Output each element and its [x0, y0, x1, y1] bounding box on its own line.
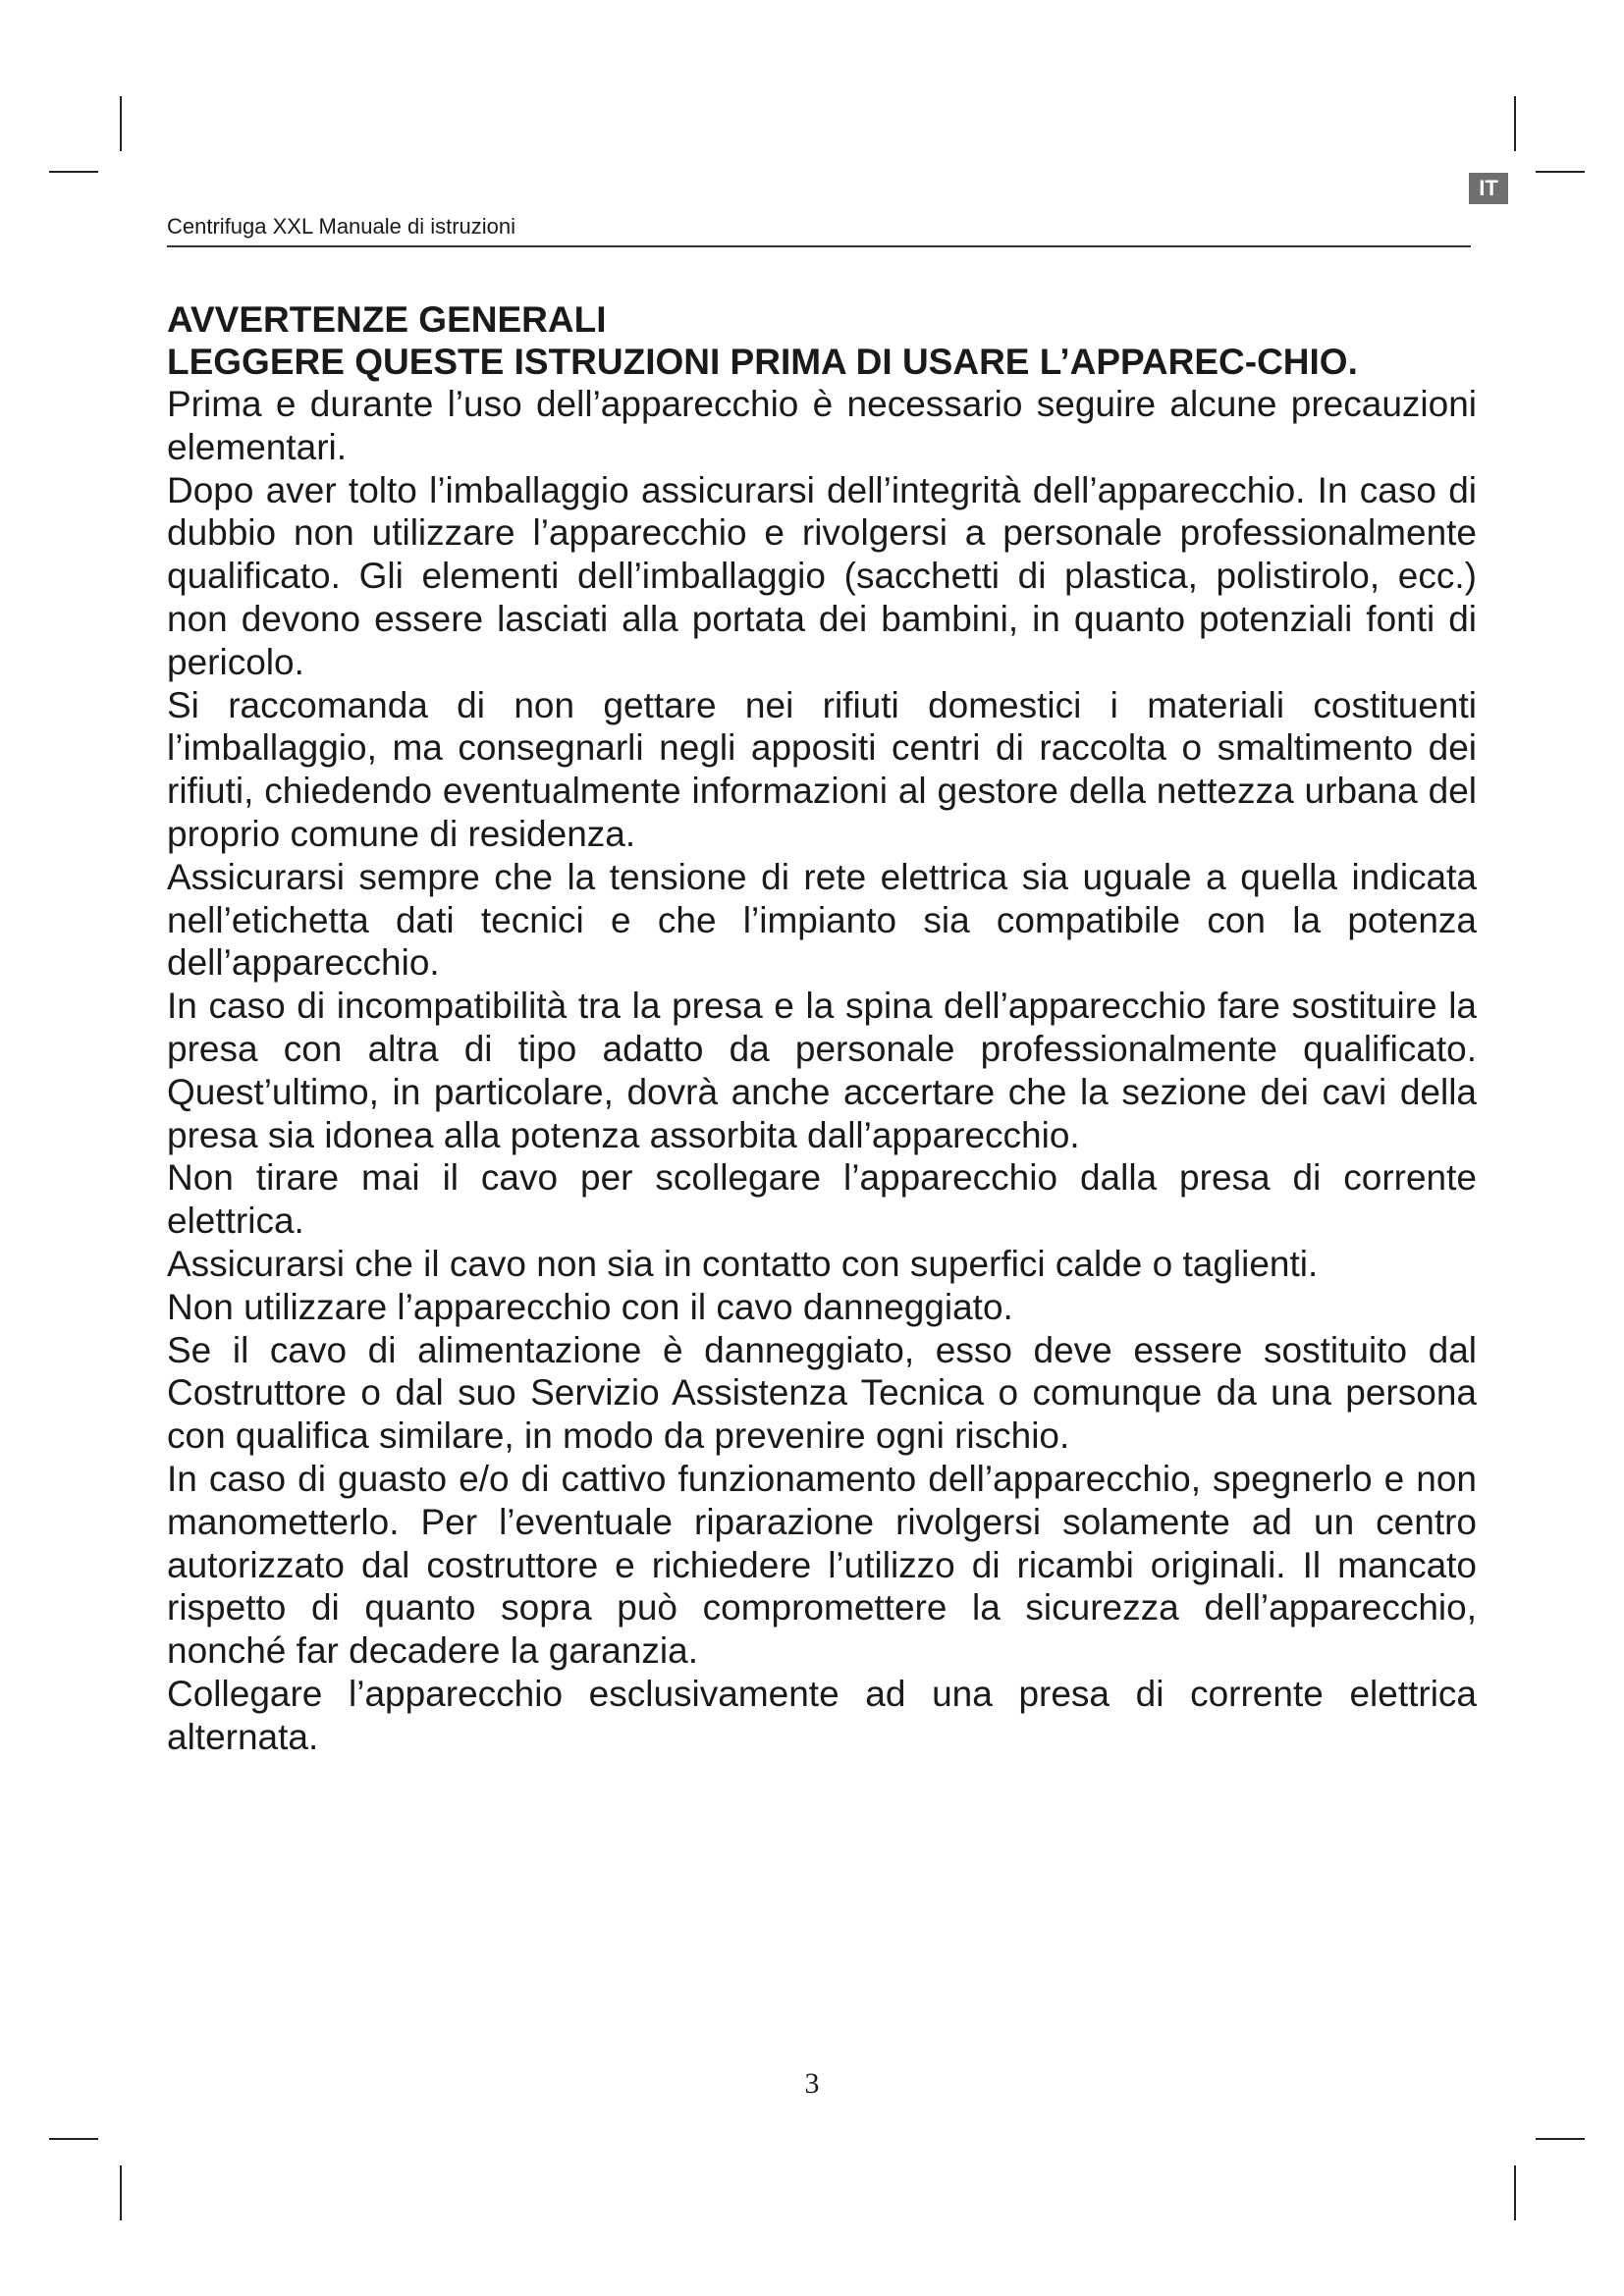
- language-badge: IT: [1469, 173, 1508, 204]
- crop-mark-bottom-left-vertical: [120, 2165, 122, 2220]
- paragraph-packaging-disposal: Si raccomanda di non gettare nei rifiuti domestici i materiali costituenti l’imballaggio, ma consegnarli negli appositi centri di raccolta o smaltimento dei rifiuti, chiedendo eventualmente informazioni al gestore della nettezza urbana del proprio comune di residenza.: [167, 684, 1477, 854]
- crop-mark-top-left-horizontal: [49, 171, 98, 173]
- paragraph-voltage: Assicurarsi sempre che la tensione di rete elettrica sia uguale a quella indicata nell’etichetta dati tecnici e che l’impianto sia compatibile con la potenza dell’apparecchio.: [167, 856, 1477, 984]
- paragraph-packaging-check: Dopo aver tolto l’imballaggio assicurarsi dell’integrità dell’apparecchio. In caso di dubbio non utilizzare l’apparecchio e rivolgersi a personale professionalmente qualificato. Gli elementi dell’imballaggio (sacchetti di plastica, polistirolo, ecc.) non devono essere lasciati alla portata dei bambini, in quanto potenziali fonti di pericolo.: [167, 469, 1477, 682]
- running-header-title: Centrifuga XXL Manuale di istruzioni: [167, 214, 516, 239]
- paragraph-cable-contact: Assicurarsi che il cavo non sia in contatto con superfici calde o taglienti.: [167, 1243, 1319, 1284]
- section-subheading: LEGGERE QUESTE ISTRUZIONI PRIMA DI USARE L’APPAREC-CHIO.: [167, 342, 1358, 382]
- paragraph-precautions: Prima e durante l’uso dell’apparecchio è necessario seguire alcune precauzioni elementari.: [167, 384, 1477, 467]
- paragraph-damaged-cable: Non utilizzare l’apparecchio con il cavo danneggiato.: [167, 1286, 1013, 1327]
- crop-mark-top-left-vertical: [120, 96, 122, 151]
- paragraph-malfunction: In caso di guasto e/o di cattivo funzionamento dell’apparecchio, spegnerlo e non manometterlo. Per l’eventuale riparazione rivolgersi solamente ad un centro autorizzato dal costruttore e richiedere l’utilizzo di ricambi originali. Il mancato rispetto di quanto sopra può compromettere la sicurezza dell’apparecchio, nonché far decadere la garanzia.: [167, 1458, 1477, 1672]
- section-heading: AVVERTENZE GENERALI: [167, 299, 607, 340]
- page-content: [167, 298, 1477, 1759]
- crop-mark-top-right-vertical: [1514, 96, 1516, 151]
- crop-mark-bottom-left-horizontal: [49, 2138, 98, 2140]
- crop-mark-bottom-right-vertical: [1514, 2165, 1516, 2220]
- crop-mark-bottom-right-horizontal: [1536, 2138, 1585, 2140]
- header-divider: [167, 245, 1471, 247]
- page-number: 3: [804, 2067, 820, 2100]
- paragraph-alternating-current: Collegare l’apparecchio esclusivamente ad una presa di corrente elettrica alternata.: [167, 1673, 1477, 1757]
- paragraph-cable-replacement: Se il cavo di alimentazione è danneggiato, esso deve essere sostituito dal Costruttore o dal suo Servizio Assistenza Tecnica o comunque da una persona con qualifica similare, in modo da prevenire ogni rischio.: [167, 1329, 1477, 1457]
- paragraph-socket-compatibility: In caso di incompatibilità tra la presa e la spina dell’apparecchio fare sostituire la presa con altra di tipo adatto da personale professionalmente qualificato. Quest’ultimo, in particolare, dovrà anche accertare che la sezione dei cavi della presa sia idonea alla potenza assorbita dall’apparecchio.: [167, 986, 1477, 1155]
- crop-mark-top-right-horizontal: [1536, 171, 1585, 173]
- paragraph-cable-pull: Non tirare mai il cavo per scollegare l’apparecchio dalla presa di corrente elettrica.: [167, 1157, 1477, 1242]
